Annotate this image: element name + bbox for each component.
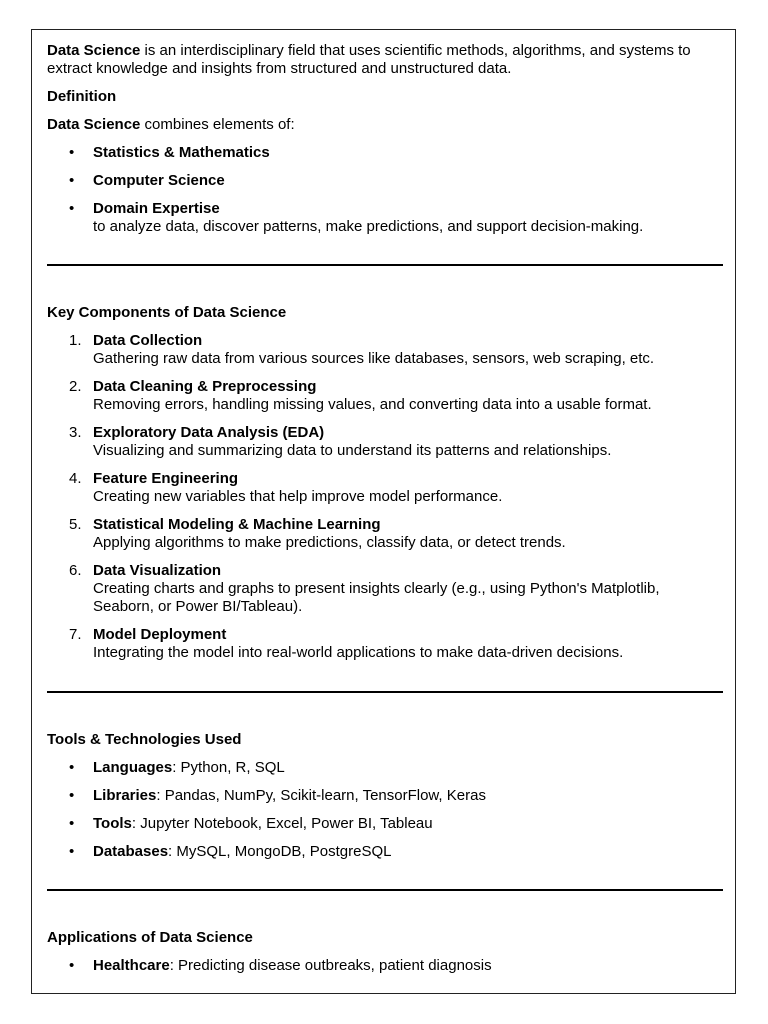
component-desc: Creating new variables that help improve model performance. xyxy=(93,488,503,505)
component-title: Exploratory Data Analysis (EDA) xyxy=(93,424,325,441)
definition-item: Domain Expertise xyxy=(93,200,220,217)
component-desc: Integrating the model into real-world applications to make data-driven decisions. xyxy=(93,644,624,661)
item-number: 4. xyxy=(69,470,82,487)
list-item xyxy=(47,378,723,414)
item-number: 7. xyxy=(69,626,82,643)
list-item xyxy=(47,470,723,506)
list-item xyxy=(47,957,723,975)
tool-text: : MySQL, MongoDB, PostgreSQL xyxy=(168,843,392,860)
list-item xyxy=(47,200,723,236)
document-page xyxy=(31,29,736,994)
bullet-icon: • xyxy=(69,200,75,217)
component-desc: Gathering raw data from various sources like databases, sensors, web scraping, etc. xyxy=(93,350,655,367)
list-item xyxy=(47,815,723,833)
list-item xyxy=(47,144,723,162)
definition-tail: to analyze data, discover patterns, make predictions, and support decision-making. xyxy=(93,218,644,235)
divider xyxy=(47,264,723,266)
definition-item: Computer Science xyxy=(93,172,225,189)
component-desc: Removing errors, handling missing values, and converting data into a usable format. xyxy=(93,396,652,413)
applications-list xyxy=(47,957,723,975)
application-label: Healthcare xyxy=(93,957,170,974)
component-title: Data Collection xyxy=(93,332,203,349)
intro-text: is an interdisciplinary field that uses scientific methods, algorithms, and systems to extract knowledge and insights from structured and unstructured data. xyxy=(47,42,691,77)
definition-text: combines elements of: xyxy=(140,116,295,133)
component-desc: Visualizing and summarizing data to understand its patterns and relationships. xyxy=(93,442,612,459)
definition-term: Data Science xyxy=(47,116,141,133)
bullet-icon: • xyxy=(69,843,75,860)
tool-text: : Pandas, NumPy, Scikit-learn, TensorFlow, Keras xyxy=(156,787,486,804)
tool-label: Databases xyxy=(93,843,169,860)
component-title: Feature Engineering xyxy=(93,470,239,487)
list-item xyxy=(47,332,723,368)
definition-paragraph xyxy=(47,116,723,134)
list-item xyxy=(47,562,723,616)
item-number: 1. xyxy=(69,332,82,349)
definition-heading: Definition xyxy=(47,88,117,105)
application-text: : Predicting disease outbreaks, patient diagnosis xyxy=(169,957,492,974)
list-item xyxy=(47,787,723,805)
item-number: 6. xyxy=(69,562,82,579)
bullet-icon: • xyxy=(69,759,75,776)
list-item xyxy=(47,424,723,460)
bullet-icon: • xyxy=(69,787,75,804)
item-number: 2. xyxy=(69,378,82,395)
components-list xyxy=(47,332,723,662)
definition-item: Statistics & Mathematics xyxy=(93,144,270,161)
tool-text: : Python, R, SQL xyxy=(172,759,285,776)
item-number: 5. xyxy=(69,516,82,533)
bullet-icon: • xyxy=(69,172,75,189)
intro-paragraph xyxy=(47,42,723,78)
tools-heading: Tools & Technologies Used xyxy=(47,731,242,748)
tools-list xyxy=(47,759,723,861)
applications-heading: Applications of Data Science xyxy=(47,929,253,946)
bullet-icon: • xyxy=(69,144,75,161)
divider xyxy=(47,691,723,693)
list-item xyxy=(47,843,723,861)
tool-text: : Jupyter Notebook, Excel, Power BI, Tableau xyxy=(131,815,433,832)
document-content xyxy=(47,42,723,975)
item-number: 3. xyxy=(69,424,82,441)
list-item xyxy=(47,626,723,662)
list-item xyxy=(47,759,723,777)
intro-term: Data Science xyxy=(47,42,141,59)
definition-list xyxy=(47,144,723,236)
list-item xyxy=(47,172,723,190)
component-desc: Applying algorithms to make predictions, classify data, or detect trends. xyxy=(93,534,566,551)
tool-label: Languages xyxy=(93,759,173,776)
component-title: Statistical Modeling & Machine Learning xyxy=(93,516,381,533)
tool-label: Tools xyxy=(93,815,132,832)
tool-label: Libraries xyxy=(93,787,157,804)
component-title: Data Visualization xyxy=(93,562,222,579)
components-heading: Key Components of Data Science xyxy=(47,304,287,321)
list-item xyxy=(47,516,723,552)
bullet-icon: • xyxy=(69,815,75,832)
component-desc: Creating charts and graphs to present insights clearly (e.g., using Python's Matplotlib, Seaborn, or Power BI/Tableau). xyxy=(93,580,660,615)
divider xyxy=(47,889,723,891)
component-title: Data Cleaning & Preprocessing xyxy=(93,378,317,395)
component-title: Model Deployment xyxy=(93,626,227,643)
bullet-icon: • xyxy=(69,957,75,974)
